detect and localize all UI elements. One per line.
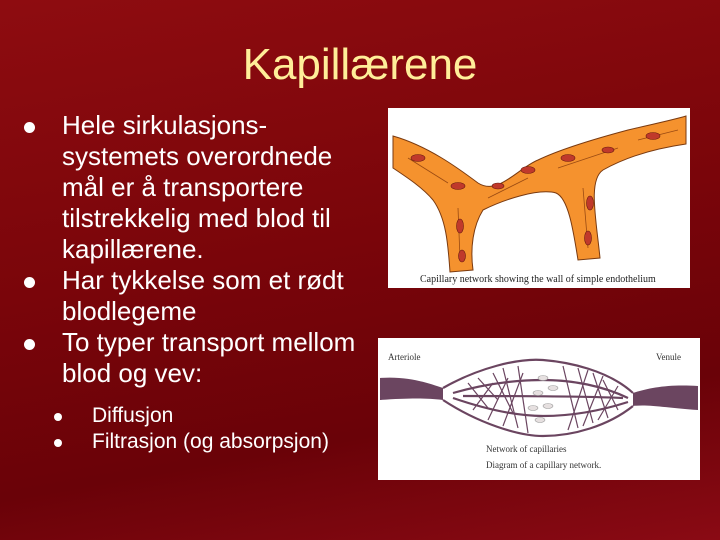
bullet-dot-icon [24,277,35,288]
sub-bullet-text: Diffusjon [92,404,174,427]
sub-bullet-text: Filtrasjon (og absorpsjon) [92,430,329,453]
bullet-text: Har tykkelse som et rødt blodlegeme [62,265,344,326]
bullet-dot-icon [24,122,35,133]
bullet-item [20,265,380,327]
bullet-list [20,110,380,455]
bullet-text: Hele sirkulasjons-systemets overordnede mål er å transportere tilstrekkelig med blod til kapillærene. [62,110,333,264]
capillary-network-image [378,338,700,480]
slide-title: Kapillærene [242,40,478,89]
capillary-wall-image [388,108,690,288]
bullet-text: To typer transport mellom blod og vev: [62,327,356,388]
arteriole-label: Arteriole [388,352,421,362]
figure2-caption: Diagram of a capillary network. [486,460,602,470]
capillary-wall-illustration [388,108,690,288]
bullet-dot-icon [24,339,35,350]
sub-bullet-item [20,403,380,429]
bullet-dot-icon [54,439,62,447]
figure1-caption: Capillary network showing the wall of simple endothelium [420,274,656,285]
sub-bullet-item [20,429,380,455]
capillary-network-illustration [378,338,700,480]
network-label: Network of capillaries [486,444,567,454]
venule-label: Venule [656,352,681,362]
bullet-dot-icon [54,413,62,421]
bullet-item [20,110,380,265]
bullet-item [20,327,380,389]
